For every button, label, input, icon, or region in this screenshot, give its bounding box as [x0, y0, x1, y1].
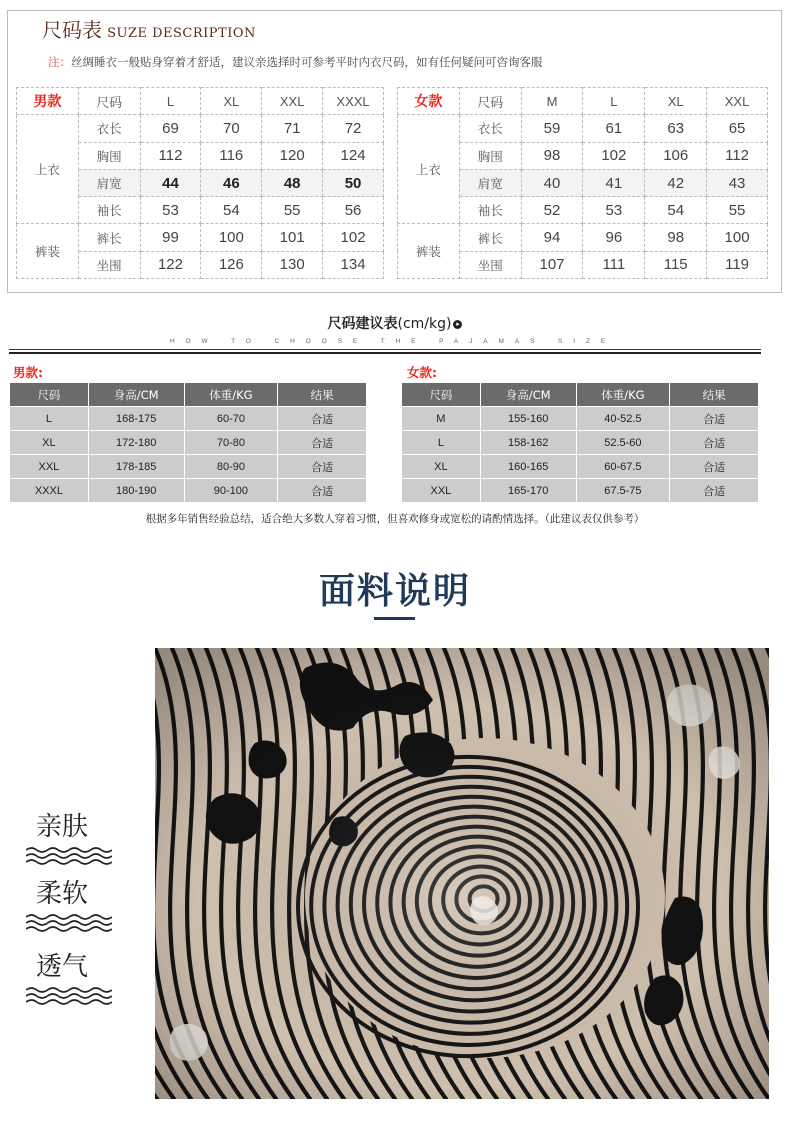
- size-col: L: [583, 88, 645, 115]
- cell: 50: [323, 169, 384, 196]
- cell: 61: [583, 115, 645, 142]
- measure-label: 肩宽: [459, 169, 521, 196]
- table-row: [402, 479, 759, 503]
- table-row: [398, 224, 768, 251]
- cell: 172-180: [88, 431, 184, 455]
- col-header: 结果: [278, 383, 367, 407]
- table-row: [402, 455, 759, 479]
- cell: 124: [323, 142, 384, 169]
- measure-label: 胸围: [459, 142, 521, 169]
- cell: 55: [262, 197, 323, 224]
- cell: XL: [402, 455, 481, 479]
- cell: XXL: [10, 455, 89, 479]
- divider: [9, 349, 761, 350]
- cell: 44: [140, 169, 201, 196]
- size-col: XXXL: [323, 88, 384, 115]
- feature-soft: [26, 873, 116, 934]
- cell: 80-90: [184, 455, 278, 479]
- cell: 130: [262, 251, 323, 278]
- title-underline: [374, 617, 415, 620]
- size-chart-title: [42, 14, 256, 43]
- cell: 165-170: [480, 479, 576, 503]
- recommendation-footnote: 根据多年销售经验总结，适合绝大多数人穿着习惯，但喜欢修身或宽松的请酌情选择。（此建议表仅供参考）: [145, 513, 645, 525]
- note-text: 丝绸睡衣一般贴身穿着才舒适，建议亲选择时可参考平时内衣尺码，如有任何疑问可咨询客服: [71, 55, 543, 69]
- cell: 115: [645, 251, 707, 278]
- cell: 53: [140, 197, 201, 224]
- recommendation-title: [0, 313, 790, 333]
- cell: 55: [707, 197, 768, 224]
- cell: 46: [201, 169, 262, 196]
- recommendation-subtitle: HOW TO CHOOSE THE PAJAMAS SIZE: [170, 338, 617, 345]
- col-header: 体重/KG: [576, 383, 670, 407]
- cell: 53: [583, 197, 645, 224]
- cell: 134: [323, 251, 384, 278]
- cell: 40-52.5: [576, 407, 670, 431]
- cell: 60-67.5: [576, 455, 670, 479]
- cell: 116: [201, 142, 262, 169]
- cell: 合适: [670, 407, 759, 431]
- note-label: 注：: [48, 55, 71, 69]
- col-header: 身高/CM: [88, 383, 184, 407]
- wave-lines-icon: [26, 985, 112, 1007]
- cell: 63: [645, 115, 707, 142]
- table-header-row: [10, 383, 367, 407]
- cell: 56: [323, 197, 384, 224]
- size-chart-title-cn: 尺码表: [42, 18, 102, 42]
- table-row: [17, 115, 384, 142]
- women-label: 女款: [398, 88, 460, 115]
- size-chart-note: [48, 54, 543, 70]
- cell: 60-70: [184, 407, 278, 431]
- table-row: [10, 407, 367, 431]
- measure-label: 衣长: [78, 115, 140, 142]
- cell: 102: [583, 142, 645, 169]
- cell: 102: [323, 224, 384, 251]
- size-col: M: [521, 88, 583, 115]
- table-row: [10, 455, 367, 479]
- men-size-table: [16, 87, 384, 279]
- men-label: 男款: [17, 88, 79, 115]
- cell: 168-175: [88, 407, 184, 431]
- cell: 54: [645, 197, 707, 224]
- measure-label: 坐围: [459, 251, 521, 278]
- table-row: [398, 115, 768, 142]
- cell: 98: [521, 142, 583, 169]
- cell: 52.5-60: [576, 431, 670, 455]
- recommendation-title-text: 尺码建议表: [327, 316, 398, 332]
- cell: 112: [140, 142, 201, 169]
- cell: 98: [645, 224, 707, 251]
- col-header: 身高/CM: [480, 383, 576, 407]
- cell: 59: [521, 115, 583, 142]
- table-row: [402, 431, 759, 455]
- rec-men-label: 男款:: [13, 365, 43, 380]
- group-pants: 裤装: [17, 224, 79, 279]
- col-header: 体重/KG: [184, 383, 278, 407]
- wave-lines-icon: [26, 845, 112, 867]
- cell: 合适: [278, 407, 367, 431]
- table-row: [17, 224, 384, 251]
- cell: 合适: [670, 479, 759, 503]
- feature-label: 亲肤: [36, 812, 89, 842]
- cell: XXXL: [10, 479, 89, 503]
- measure-label: 肩宽: [78, 169, 140, 196]
- cell: 48: [262, 169, 323, 196]
- table-row: [10, 479, 367, 503]
- col-header: 尺码: [10, 383, 89, 407]
- size-col: XXL: [262, 88, 323, 115]
- cell: 101: [262, 224, 323, 251]
- cell: 120: [262, 142, 323, 169]
- cell: 42: [645, 169, 707, 196]
- cell: 122: [140, 251, 201, 278]
- cell: 合适: [670, 455, 759, 479]
- cell: 100: [707, 224, 768, 251]
- size-col: XL: [201, 88, 262, 115]
- table-row: [10, 431, 367, 455]
- feature-skin-friendly: [26, 806, 116, 867]
- cell: 106: [645, 142, 707, 169]
- cell: 107: [521, 251, 583, 278]
- silk-fabric-photo: [155, 648, 769, 1099]
- cell: 69: [140, 115, 201, 142]
- cell: 100: [201, 224, 262, 251]
- fabric-title: 面料说明: [318, 571, 471, 612]
- feature-label: 柔软: [36, 879, 89, 909]
- cell: 178-185: [88, 455, 184, 479]
- cell: 96: [583, 224, 645, 251]
- cell: 合适: [278, 431, 367, 455]
- group-pants: 裤装: [398, 224, 460, 279]
- cell: 41: [583, 169, 645, 196]
- rec-women-label: 女款:: [407, 365, 437, 380]
- cell: 99: [140, 224, 201, 251]
- size-col: XL: [645, 88, 707, 115]
- measure-label: 袖长: [78, 197, 140, 224]
- table-row: [402, 407, 759, 431]
- cell: 67.5-75: [576, 479, 670, 503]
- cell: 112: [707, 142, 768, 169]
- measure-label: 袖长: [459, 197, 521, 224]
- wave-lines-icon: [26, 912, 112, 934]
- cell: 54: [201, 197, 262, 224]
- cell: 70-80: [184, 431, 278, 455]
- men-recommendation-table: [9, 382, 367, 503]
- cell: XXL: [402, 479, 481, 503]
- col-header: 结果: [670, 383, 759, 407]
- cell: 合适: [278, 455, 367, 479]
- cell: L: [10, 407, 89, 431]
- cell: 119: [707, 251, 768, 278]
- cell: 126: [201, 251, 262, 278]
- measure-label: 胸围: [78, 142, 140, 169]
- size-header: 尺码: [78, 88, 140, 115]
- recommendation-unit: (cm/kg): [397, 316, 452, 332]
- arrow-circle-icon: ▸: [453, 320, 462, 329]
- measure-label: 衣长: [459, 115, 521, 142]
- women-size-table: [397, 87, 768, 279]
- size-chart-title-en: SUZE DESCRIPTION: [107, 26, 256, 41]
- cell: 158-162: [480, 431, 576, 455]
- table-row: [398, 88, 768, 115]
- measure-label: 裤长: [459, 224, 521, 251]
- measure-label: 坐围: [78, 251, 140, 278]
- cell: XL: [10, 431, 89, 455]
- feature-breathable: [26, 946, 116, 1007]
- feature-label: 透气: [36, 952, 89, 982]
- cell: 155-160: [480, 407, 576, 431]
- cell: 43: [707, 169, 768, 196]
- divider: [9, 352, 761, 354]
- measure-label: 裤长: [78, 224, 140, 251]
- group-top: 上衣: [398, 115, 460, 224]
- cell: 合适: [278, 479, 367, 503]
- cell: M: [402, 407, 481, 431]
- cell: 111: [583, 251, 645, 278]
- cell: 72: [323, 115, 384, 142]
- table-header-row: [402, 383, 759, 407]
- size-col: L: [140, 88, 201, 115]
- cell: 180-190: [88, 479, 184, 503]
- col-header: 尺码: [402, 383, 481, 407]
- cell: 160-165: [480, 455, 576, 479]
- size-col: XXL: [707, 88, 768, 115]
- cell: 40: [521, 169, 583, 196]
- cell: 52: [521, 197, 583, 224]
- cell: 合适: [670, 431, 759, 455]
- table-row: [17, 88, 384, 115]
- cell: 71: [262, 115, 323, 142]
- cell: 94: [521, 224, 583, 251]
- cell: L: [402, 431, 481, 455]
- cell: 65: [707, 115, 768, 142]
- women-recommendation-table: [401, 382, 759, 503]
- size-header: 尺码: [459, 88, 521, 115]
- group-top: 上衣: [17, 115, 79, 224]
- cell: 90-100: [184, 479, 278, 503]
- cell: 70: [201, 115, 262, 142]
